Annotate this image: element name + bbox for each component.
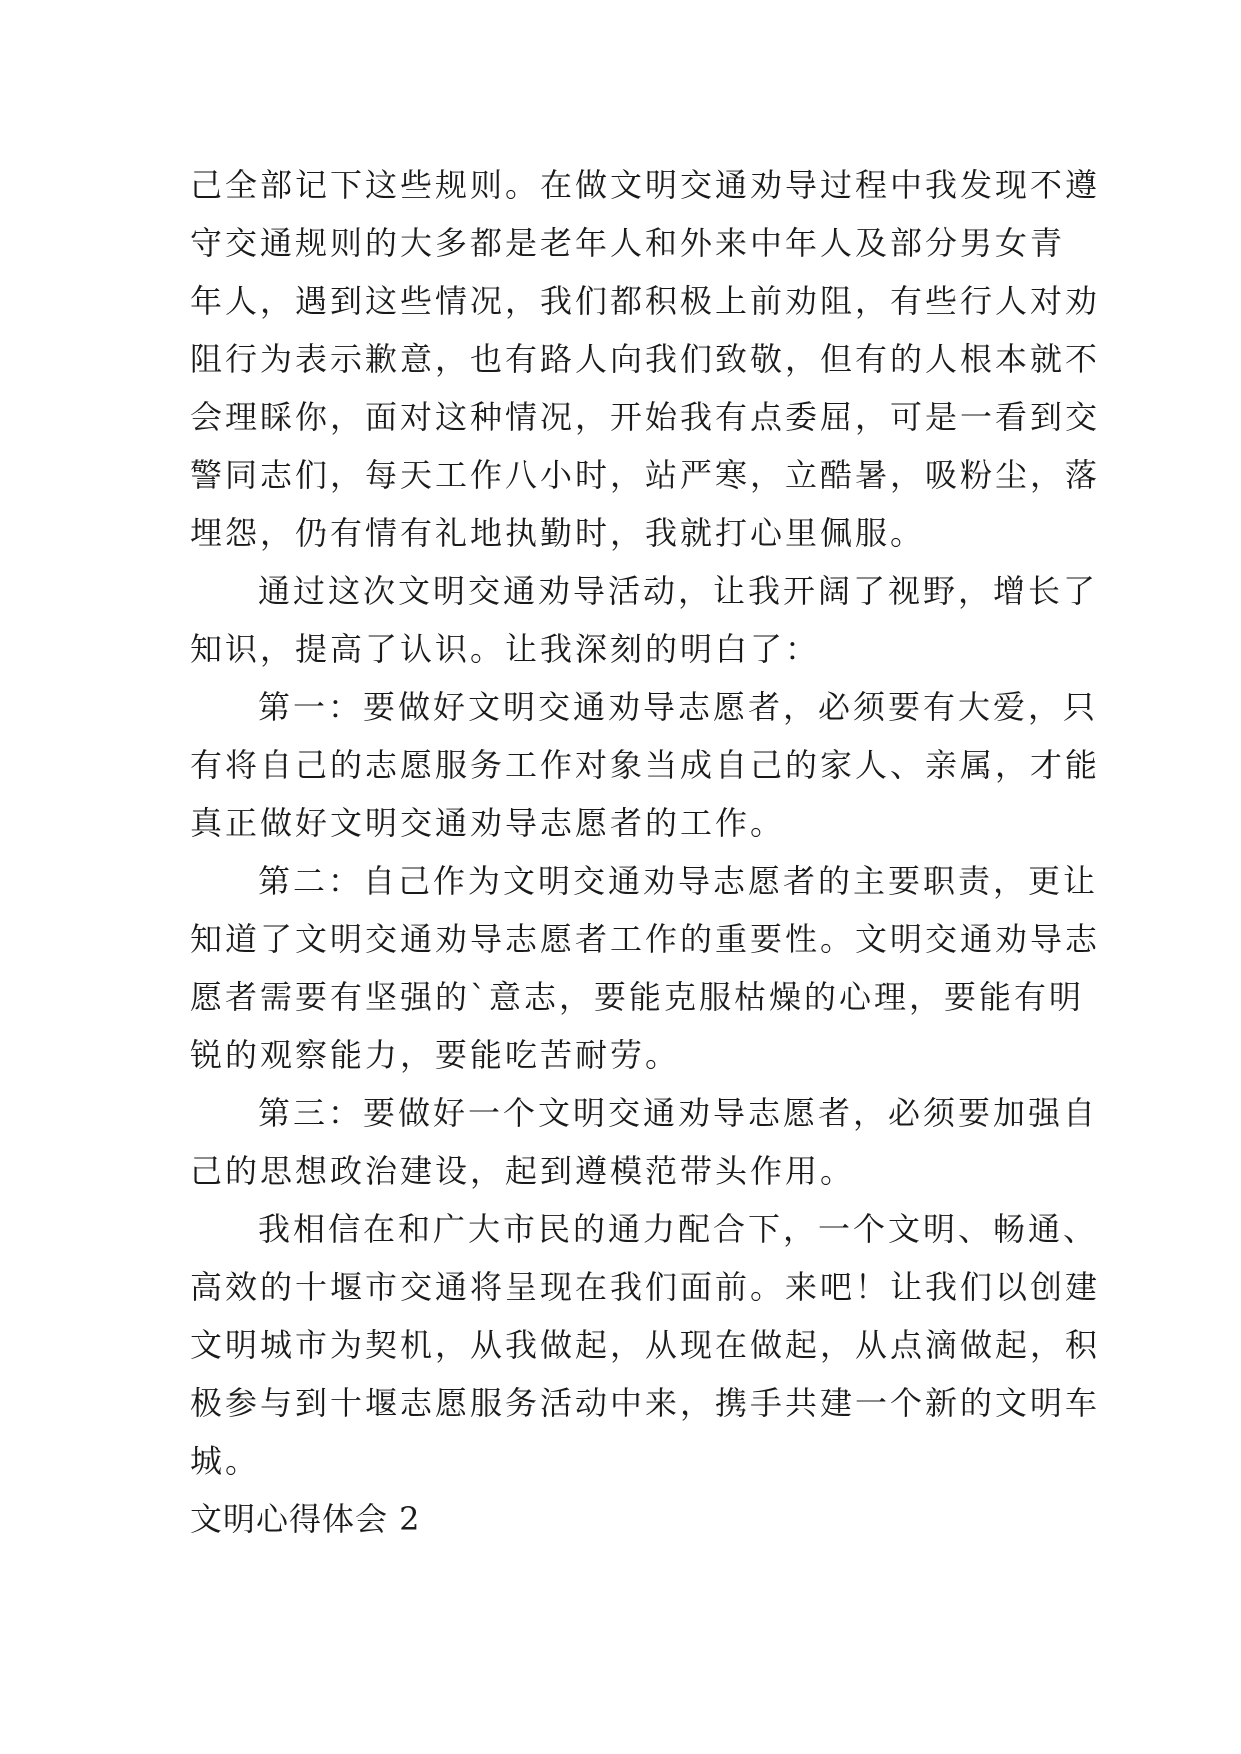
- body-line: 警同志们，每天工作八小时，站严寒，立酷暑，吸粉尘，落: [190, 456, 1101, 494]
- body-line: 知识，提高了认识。让我深刻的明白了：: [190, 630, 821, 668]
- paragraph-start-line: 通过这次文明交通劝导活动，让我开阔了视野，增长了: [258, 572, 1099, 610]
- body-line: 锐的观察能力，要能吃苦耐劳。: [190, 1036, 681, 1074]
- document-body: [190, 156, 1101, 1548]
- body-line: 真正做好文明交通劝导志愿者的工作。: [190, 804, 786, 842]
- body-line: 己全部记下这些规则。在做文明交通劝导过程中我发现不遵: [190, 166, 1101, 204]
- body-line: 己的思想政治建设，起到遵模范带头作用。: [190, 1152, 856, 1190]
- body-line: 城。: [190, 1442, 261, 1480]
- body-line: 守交通规则的大多都是老年人和外来中年人及部分男女青: [190, 224, 1066, 262]
- body-line: 阻行为表示歉意，也有路人向我们致敬，但有的人根本就不: [190, 340, 1101, 378]
- body-line: 年人，遇到这些情况，我们都积极上前劝阻，有些行人对劝: [190, 282, 1101, 320]
- body-line: 埋怨，仍有情有礼地执勤时，我就打心里佩服。: [190, 514, 926, 552]
- paragraph-start-line: 第三：要做好一个文明交通劝导志愿者，必须要加强自: [258, 1094, 1099, 1132]
- body-line: 高效的十堰市交通将呈现在我们面前。来吧！让我们以创建: [190, 1268, 1101, 1306]
- paragraph-start-line: 我相信在和广大市民的通力配合下，一个文明、畅通、: [258, 1210, 1099, 1248]
- paragraph-start-line: 第一：要做好文明交通劝导志愿者，必须要有大爱，只: [258, 688, 1099, 726]
- paragraph-start-line: 第二：自己作为文明交通劝导志愿者的主要职责，更让: [258, 862, 1099, 900]
- body-line: 文明城市为契机，从我做起，从现在做起，从点滴做起，积: [190, 1326, 1101, 1364]
- body-line: 极参与到十堰志愿服务活动中来，携手共建一个新的文明车: [190, 1384, 1101, 1422]
- body-line: 愿者需要有坚强的`意志，要能克服枯燥的心理，要能有明: [190, 978, 1085, 1016]
- body-line: 有将自己的志愿服务工作对象当成自己的家人、亲属，才能: [190, 746, 1101, 784]
- body-line: 知道了文明交通劝导志愿者工作的重要性。文明交通劝导志: [190, 920, 1101, 958]
- body-line: 会理睬你，面对这种情况，开始我有点委屈，可是一看到交: [190, 398, 1101, 436]
- section-heading: 文明心得体会 2: [190, 1500, 421, 1538]
